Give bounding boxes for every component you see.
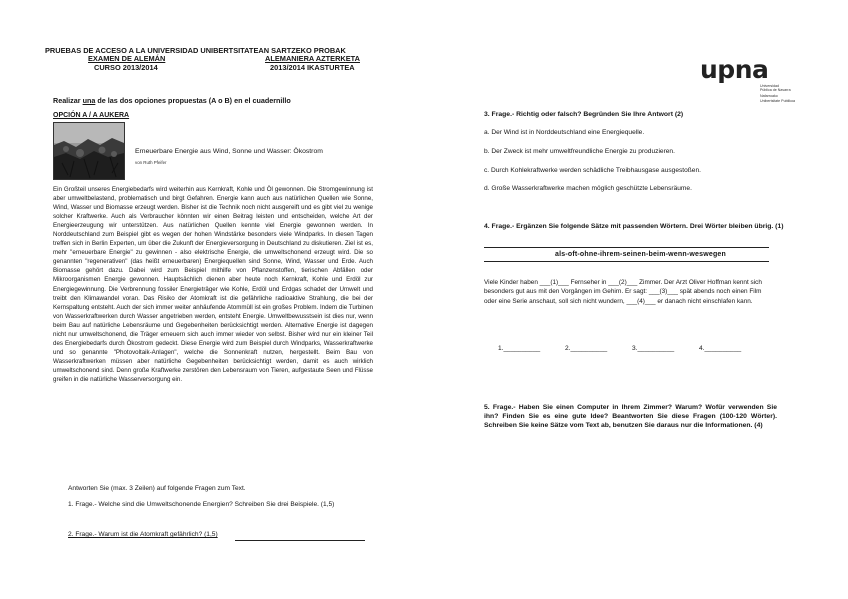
question-1: 1. Frage.- Welche sind die Umweltschonende Energien? Schreiben Sie drei Beispiele. (1,5): [68, 501, 335, 508]
logo-wordmark: upna: [700, 55, 769, 84]
answer-line: [235, 540, 365, 541]
article-title: Erneuerbare Energie aus Wind, Sonne und Wasser: Ökostrom: [135, 148, 323, 155]
exam-name-es: EXAMEN DE ALEMÁN: [88, 54, 166, 63]
questions-intro: Antworten Sie (max. 3 Zeilen) auf folgende Fragen zum Text.: [68, 485, 246, 492]
question-3-item: d. Große Wasserkraftwerke machen möglich geschützte Lebensräume.: [484, 185, 692, 192]
word-bank-line-top: [484, 247, 769, 248]
course-eu: 2013/2014 IKASTURTEA: [270, 63, 355, 72]
question-4-title: 4. Frage.- Ergänzen Sie folgende Sätze mit passenden Wörtern. Drei Wörter bleiben übrig. (1): [484, 223, 784, 230]
question-3-item: c. Durch Kohlekraftwerke werden schädliche Treibhausgase ausgestoßen.: [484, 167, 701, 174]
article-photo: [53, 122, 125, 180]
exam-name-eu: ALEMANIERA AZTERKETA: [265, 54, 360, 63]
question-4-text: Viele Kinder haben ___(1)___ Fernseher in ___(2)___ Zimmer. Der Arzt Oliver Hoffman kennt sich besonders gut aus mit den Vorgängen im Gehirn. Er sagt: ___(3)___ spät abends noch einen Film oder eine Serie anschaut, soll sich nicht wundern, ___(4)___ er danach nicht einschlafen kann.: [484, 279, 762, 305]
course-es: CURSO 2013/2014: [94, 63, 158, 72]
option-label: OPCIÓN A / A AUKERA: [53, 112, 130, 119]
logo-sub-line: Universidad: [760, 84, 779, 88]
question-5-text: 5. Frage.- Haben Sie einen Computer in Ihrem Zimmer? Warum? Wofür verwenden Sie ihn? Finden Sie es eine gute Idee? Beantworten Sie diese Fragen (100-120 Wörter). Schreiben Sie keine Sätze vom Text ab, benutzen Sie daraus nur die Informationen. (4): [484, 404, 777, 429]
question-3-item: b. Der Zweck ist mehr umweltfreundliche Energie zu produzieren.: [484, 148, 675, 155]
logo-sub-line: Nafarroako: [760, 94, 778, 99]
instructions: [53, 96, 291, 105]
upna-logo: [700, 55, 800, 103]
answer-blank-3: 3.__________: [632, 345, 675, 352]
exam-title: PRUEBAS DE ACCESO A LA UNIVERSIDAD UNIBERTSITATEAN SARTZEKO PROBAK: [45, 46, 346, 55]
article-body: Ein Großteil unseres Energiebedarfs wird weiterhin aus Kernkraft, Kohle und Öl gewonnen. Die Stromgewinnung ist aber umweltbelastend, problematisch und birgt Gefahren. Energie kann auch aus natürlichen Quellen wie Sonne, Wind, Wasser und Biomasse erzeugt werden. Bisher ist die Technik noch nicht ausgereift und es gibt viel zu wenige solcher Kraftwerke. Auch als Verbraucher könnten wir einen Beitrag leisten und entscheiden, welche Art der Energieerzeugung wir unterstützen. Aus natürlichen Quellen kennte viel Energie gewonnen werden. In Norddeutschland zum Beispiel gibt es wegen der hohen Windstärke besonders viele Windparks. In diesen Tagen treffen sich in Berlin Experten, um über die Zukunft der Energieversorgung in Deutschland zu diskutieren. Ziel ist es, mehr "erneuerbare Energie" zu gewinnen - also elektrische Energie, die umweltschonend erzeugt wird. Die so genannten "regenerativen" (das heißt erneuerbaren) Energiequellen sind Sonne, Wind, Wasser und Erde. Auch Biomasse gehört dazu. Dabei wird zum Beispiel mithilfe von Pflanzenstoffen, tierischen Abfällen oder Mikroorganismen Energie gewonnen. Hauptsächlich dienen aber heute noch Kernkraft, Kohle und Erdöl zur Energiegewinnung. Die Verbrennung fossiler Energieträger wie Kohle, Erdöl und Erdgas schadet der Umwelt und treibt den Klimawandel voran. Das Risiko der Atomkraft ist die gefährliche radioaktive Strahlung, die bei der Kernspaltung entsteht. Auch der sich immer weiter anhäufende Atommüll ist ein großes Problem. Indem die Turbinen von Wasserkraftwerken durch Wasser angetrieben werden, entsteht Energie. Umweltbewusstsein ist dies nur, wenn beim Bau auf natürliche Lebensräume und Gegebenheiten berücksichtigt werden. Alternative Energie ist dagegen nicht nur umweltschonend, die Träger erneuern sich auch immer wieder von selbst. Bisher wird nur ein kleiner Teil des Energiebedarfs durch Ökostrom gedeckt. Diese Energie wird zum Beispiel durch Windparks, Wasserkraftwerke und so genannte "Photovoltaik-Anlagen", welche die Sonnenkraft nutzen, hergestellt. Beim Bau von Wasserkraftwerken müssen aber natürliche Gegebenheiten berücksichtigt werden, damit es auch wirklich umweltschonend sind. Denn große Kraftwerke zerstören den Lebensraum von Tieren, aufgestaute Seen und Flüsse greifen in die natürliche Wasserversorgung ein.: [53, 186, 373, 383]
instructions-una: una: [82, 96, 96, 105]
answer-blank-1: 1.__________: [498, 345, 541, 352]
question-3-item: a. Der Wind ist in Norddeutschland eine Energiequelle.: [484, 129, 645, 136]
question-2: 2. Frage.- Warum ist die Atomkraft gefährlich? (1,5): [68, 531, 218, 538]
word-bank-line-bottom: [484, 261, 769, 262]
answer-blank-2: 2.__________: [565, 345, 608, 352]
logo-sub-line: Pública de Navarra: [760, 88, 791, 93]
instructions-prefix: Realizar: [53, 96, 83, 105]
instructions-suffix: de las dos opciones propuestas (A o B) en el cuadernillo: [95, 96, 291, 105]
logo-sub-line: Unibertsitate Publikoa: [760, 98, 795, 103]
question-3-title: 3. Frage.- Richtig oder falsch? Begründen Sie Ihre Antwort (2): [484, 111, 684, 118]
word-bank: als-oft-ohne-ihrem-seinen-beim-wenn-weswegen: [555, 251, 726, 258]
answer-blank-4: 4.__________: [699, 345, 742, 352]
article-author: von Ruth Pfeifer: [135, 160, 167, 165]
